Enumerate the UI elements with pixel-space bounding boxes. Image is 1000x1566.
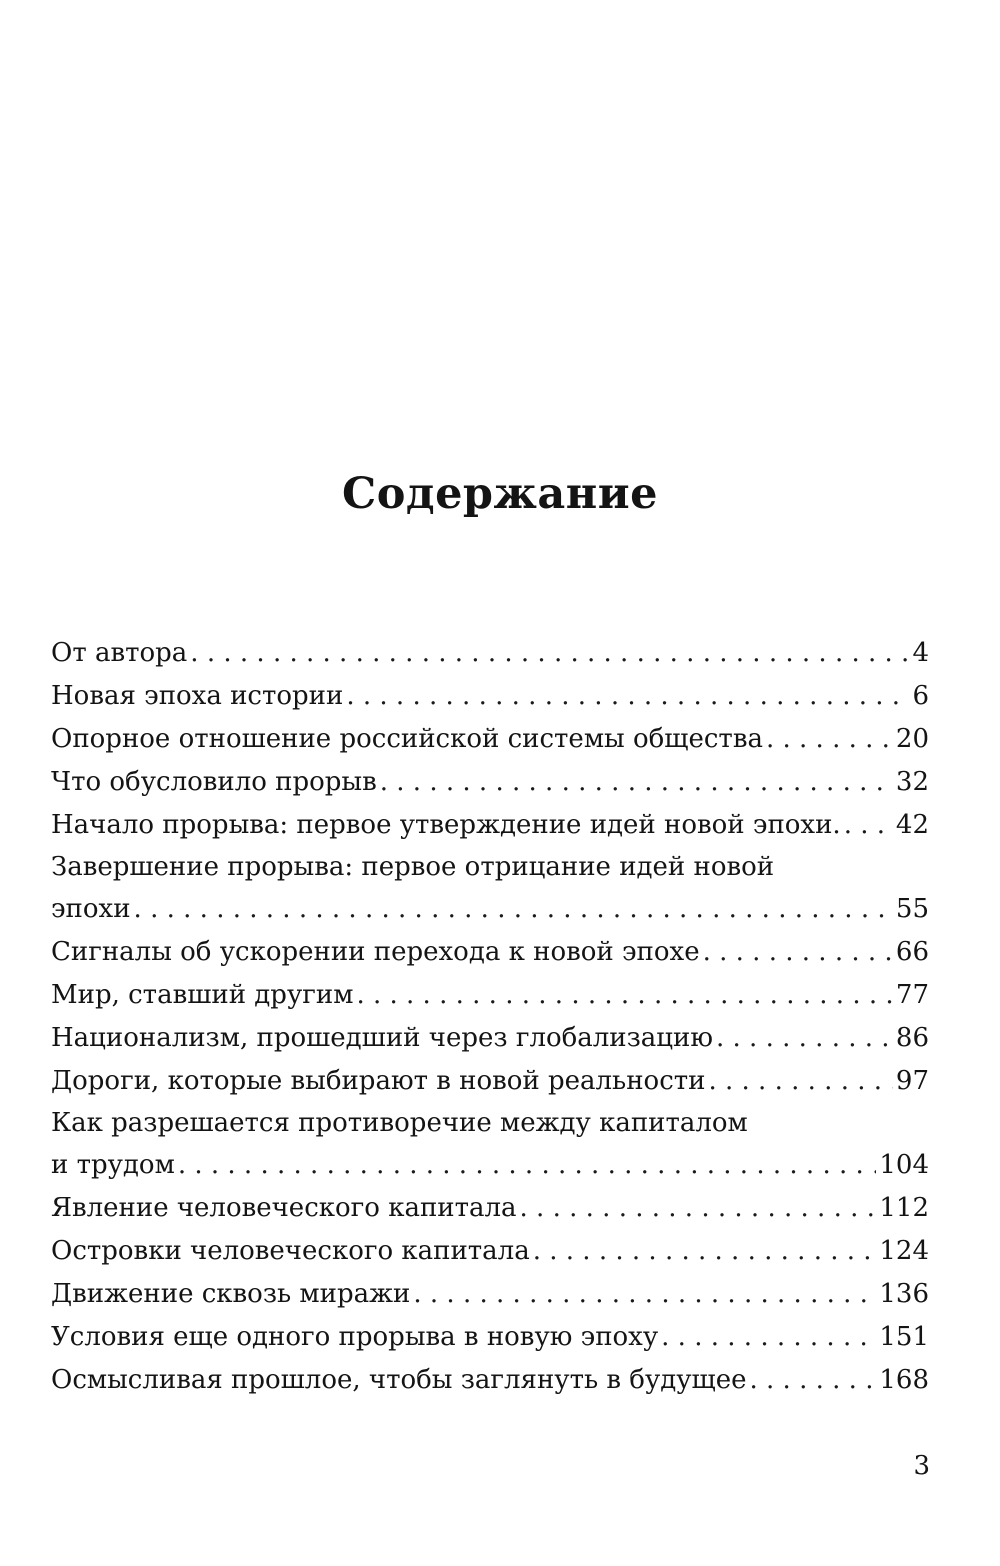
toc-entry: [51, 1103, 929, 1187]
toc-entry: [51, 1359, 929, 1402]
toc-entry: [51, 847, 929, 931]
toc-entry-title: Движение сквозь миражи: [51, 1279, 411, 1309]
toc-entry-page: 97: [895, 1066, 929, 1096]
dot-leader: [708, 1060, 892, 1103]
dot-leader: [346, 675, 909, 718]
toc-entry: [51, 931, 929, 974]
toc-entry-title: Дороги, которые выбирают в новой реальности: [51, 1066, 706, 1096]
dot-leader: [413, 1273, 876, 1316]
dot-leader: [134, 888, 893, 931]
dot-leader: [703, 931, 893, 974]
toc-entry-line: [51, 1017, 929, 1060]
dot-leader: [356, 974, 892, 1017]
toc-entry: [51, 974, 929, 1017]
toc-entry-title: Что обусловило прорыв: [51, 767, 377, 797]
toc-entry-line: [51, 1359, 929, 1402]
dot-leader: [661, 1316, 876, 1359]
toc-entry-line: [51, 888, 929, 931]
toc-entry-line: [51, 847, 929, 888]
dot-leader: [716, 1017, 893, 1060]
toc-entry-line: [51, 1316, 929, 1359]
toc-entry-line: [51, 804, 929, 847]
page-title: Содержание: [342, 469, 658, 519]
toc-entry-page: 6: [912, 681, 929, 711]
toc-entry-title: эпохи: [51, 894, 131, 924]
toc-entry-title: Начало прорыва: первое утверждение идей новой эпохи.: [51, 810, 841, 840]
toc-entry-line: [51, 632, 929, 675]
table-of-contents: [51, 632, 929, 1402]
toc-entry-page: 86: [895, 1023, 929, 1053]
toc-entry: [51, 1316, 929, 1359]
toc-entry-title: Завершение прорыва: первое отрицание идей новой: [51, 852, 775, 882]
page-number: 3: [913, 1451, 930, 1481]
toc-entry-page: 124: [879, 1236, 929, 1266]
toc-entry: [51, 675, 929, 718]
toc-entry-page: 151: [879, 1322, 929, 1352]
toc-entry: [51, 1230, 929, 1273]
toc-entry-line: [51, 974, 929, 1017]
toc-entry: [51, 761, 929, 804]
toc-entry: [51, 1273, 929, 1316]
dot-leader: [844, 804, 893, 847]
toc-entry-line: [51, 718, 929, 761]
toc-entry-line: [51, 761, 929, 804]
toc-entry: [51, 632, 929, 675]
toc-entry-line: [51, 675, 929, 718]
toc-entry-page: 112: [879, 1193, 929, 1223]
toc-entry: [51, 718, 929, 761]
toc-entry-page: 66: [895, 937, 929, 967]
toc-entry-page: 20: [895, 724, 929, 754]
toc-entry-title: Осмысливая прошлое, чтобы заглянуть в будущее: [51, 1365, 747, 1395]
toc-entry-title: Сигналы об ускорении перехода к новой эпохе: [51, 937, 700, 967]
toc-entry-title: От автора: [51, 638, 188, 668]
toc-entry-page: 104: [879, 1150, 929, 1180]
dot-leader: [190, 632, 909, 675]
toc-entry-page: 42: [895, 810, 929, 840]
toc-entry-line: [51, 931, 929, 974]
toc-entry-line: [51, 1187, 929, 1230]
toc-entry-page: 168: [879, 1365, 929, 1395]
toc-entry-line: [51, 1273, 929, 1316]
toc-entry-title: Условия еще одного прорыва в новую эпоху: [51, 1322, 659, 1352]
toc-entry: [51, 1017, 929, 1060]
toc-entry-title: Национализм, прошедший через глобализацию: [51, 1023, 713, 1053]
toc-entry-page: 32: [895, 767, 929, 797]
toc-entry-page: 136: [879, 1279, 929, 1309]
dot-leader: [520, 1187, 877, 1230]
toc-entry-title: Мир, ставший другим: [51, 980, 354, 1010]
toc-entry: [51, 1060, 929, 1103]
dot-leader: [380, 761, 893, 804]
toc-entry-line: [51, 1230, 929, 1273]
toc-entry-title: Опорное отношение российской системы общества: [51, 724, 763, 754]
dot-leader: [766, 718, 893, 761]
dot-leader: [178, 1144, 877, 1187]
toc-entry-title: и трудом: [51, 1150, 175, 1180]
toc-entry: [51, 804, 929, 847]
toc-entry-title: Островки человеческого капитала: [51, 1236, 530, 1266]
toc-entry-line: [51, 1060, 929, 1103]
toc-entry-page: 77: [895, 980, 929, 1010]
toc-entry-page: 4: [912, 638, 929, 668]
toc-entry: [51, 1187, 929, 1230]
dot-leader: [750, 1359, 877, 1402]
toc-entry-title: Как разрешается противоречие между капиталом: [51, 1108, 748, 1138]
toc-entry-line: [51, 1144, 929, 1187]
toc-entry-title: Явление человеческого капитала: [51, 1193, 517, 1223]
toc-entry-line: [51, 1103, 929, 1144]
toc-entry-page: 55: [895, 894, 929, 924]
dot-leader: [533, 1230, 877, 1273]
toc-entry-title: Новая эпоха истории: [51, 681, 344, 711]
